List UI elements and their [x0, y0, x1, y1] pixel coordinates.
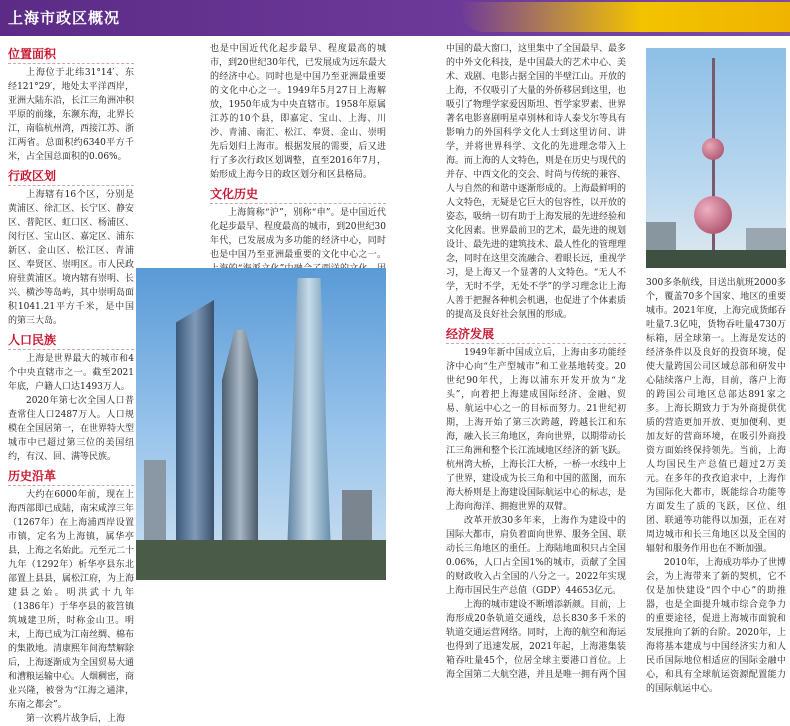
paragraph-history-continued: 也是中国近代化起步最早、程度最高的城市，到20世纪30年代，已发展成为远东最大的经济中心。同时也是中国乃至亚洲最重要的文化中心之一。1949年5月27日上海解放，1950年成为中央直辖市。1958年原属江苏的10个县，即嘉定、宝山、上海、川沙、青浦、南汇、松江、奉贤、金山、崇明先后划归上海市。根据发展的需要，后又进行了多次行政区划调整，直至2016年7月，始形成上海今日的政区划分和区县格局。: [210, 44, 386, 180]
tv-tower-photo: [646, 48, 786, 268]
tower-sphere: [702, 138, 724, 160]
section-heading-admin: 行政区划: [8, 168, 134, 186]
paragraph-right: 300多条航线，目送出航班2000多个，覆盖70多个国家、地区的重要城市。2021年度，上海完成货邮吞吐量7.3亿吨，货物吞吐量4730万标箱，居全球第一。上海是发达的经济条件以及良好的投资环境，促使大量跨国公司区域总部和研发中心陆续落户上海，目前，落户上海的跨国公司地区总部达891家之多。上海长期致力于为外商提供优质的营造更加开放、更加便利、更加友好的营商环境，在吸引外商投资方面始终保持领先。当前，上海人均国民生产总值已超过2万美元。在多年的孜孜追求中，上海作为国际化大都市，既能综合功能等方面发生了质的飞跃，区位、组团、联通等功能得以加强，正在对周边城市和长三角地区以及全国的辐射和服务作用也在不断加强。: [646, 278, 786, 554]
paragraph-population-2: 2020年第七次全国人口普查常住人口2487万人。人口规模在全国居第一，在世界特大型城市中已超过第三位的美国纽约，有汉、回、满等民族。: [8, 396, 135, 462]
paragraph-history-2: 第一次鸦片战争后，上海: [26, 714, 126, 724]
paragraph-culture: 上海简称“沪”，别称“申”。是中国近代化起步最早、程度最高的城市，到20世纪30年代，已发展成为多功能的经济中心，同时也是中国乃至亚洲最重要的文化中心之一。: [210, 208, 386, 260]
column-4: [646, 276, 786, 694]
paragraph-economy-2: 改革开放30多年来，上海作为建设中的国际大都市，肩负着面向世界、服务全国、联动长三角地区的重任。上海陆地面积只占全国0.06%，人口占全国1%的城市，贡献了全国的财政收入占全国的八分之一。2022年实现上海市国民生产总值（GDP）44653亿元。: [446, 516, 627, 596]
paragraph-right-2: 2010年，上海成功举办了世博会，为上海带来了新的契机，它不仅是加快建设“四个中心”的助推器，也是全面提升城市综合竞争力的重要途径，促进上海城市面貌和发展推向了新的台阶。2020年，上海将基本建成与中国经济实力和人民币国际地位相适应的国际金融中心，和具有全球航运资源配置能力的国际航运中心。: [646, 558, 786, 694]
section-heading-location: 位置面积: [8, 46, 134, 64]
tower-sphere: [694, 196, 732, 234]
paragraph-culture-continued: 中国的最大窗口，这里集中了全国最早、最多的中外文化科技，是中国最大的艺术中心、美术、戏剧、电影占据全国的半壁江山。开放的上海，不仅吸引了大量的外侨移居到这里，也吸引了物理学家爱因斯坦、哲学家罗素、世界著名电影喜剧明星卓别林和诗人泰戈尔等具有影响力的外国科学文化人士到这里访问、讲学，并将世界科学、文化的先进理念带入上海。而上海的人文特色，则是在历史与现代的并存、中西文化的交会、时尚与传统的兼容、人与自然的和谐中逐渐形成的。上海最鲜明的人文特色，无疑是它巨大的包容性，以开放的姿态，吸纳一切有助于上海发展的先进经验和文化因素。世界最前卫的艺术，最先进的规划设计、最先进的建筑技术、最人性化的管理理念，同时在这里交流融合、着眼长远，重视学习，是上海又一个显著的人文特色。“无人不学，无时不学，无处不学”的学习理念让上海人善于把握各种机会机遇，也促进了个体素质的提高及良好社会氛围的形成。: [446, 44, 627, 320]
ground-strip: [646, 250, 786, 268]
ground-strip: [136, 540, 386, 580]
building-shape: [176, 300, 214, 580]
paragraph-economy-3: 上海的城市建设不断增添新颜。目前，上海形成20条轨道交通线，总长830多千米的轨道交通运营网络。同时，上海的航空和海运也得到了迅速发展，2021年起，上海港集装箱吞吐量45个，位居全球主要港口首位。上海全国第二大航空港，并且是唯一拥有两个国: [446, 600, 627, 680]
section-heading-population: 人口民族: [8, 332, 134, 350]
header-bar: [0, 0, 790, 36]
column-2: [210, 42, 386, 266]
paragraph-economy-1: 1949年新中国成立后，上海由多功能经济中心向“生产型城市”和工业基地转变。20世纪90年代，上海以浦东开发开放为“龙头”，向着把上海建成国际经济、金融、贸易、航运中心之一的目标而努力。21世纪初期，上海开始了第三次跨越，跨越长江和东海，融入长三角地区，奔向世界，以期带动长江三角洲和整个长江流域地区经济的新飞跃。杭州湾大桥，上海长江大桥，一桥一水线中上了世界，建设成为长三角和中国的蓝图，而东海大桥则是上海建设国际航运中心的标志，是上海向海洋、拥抱世界的双臂。: [446, 348, 627, 512]
header-accent-band: [460, 2, 790, 32]
section-heading-history: 历史沿革: [8, 468, 134, 486]
paragraph-history-1: 大约在6000年前，现在上海西部即已成陆，南宋咸淳三年（1267年）在上海浦西岸设置市镇，定名为上海镇，属华亭县，上海之名始此。元至元二十九年（1292年）析华亭县东北部置上县县，属松江府，为上海建县之始。明洪武十九年（1386年）于华亭县的筱筥镇筑城建卫所，时称金山卫。明末，上海已成为江南丝绸、棉布的集散地。清康熙年间海禁解除后，上海逐渐成为全国贸易大通和漕粮运输中心。人烟稠密，商业兴隆，被誉为“江海之通津，东南之都会”。: [8, 490, 135, 710]
page-title: 上海市政区概况: [8, 9, 121, 27]
skyscrapers-photo: [136, 268, 386, 580]
paragraph-location: 上海位于北纬31°14′、东经121°29′，地处太平洋西岸，亚洲大陆东沿，长江三角洲冲积平原的前缘，东濒东海，北界长江，南临杭州湾，西接江苏、浙江两省。总面积约6340平方千米，占全国总面积的0.06%。: [8, 68, 135, 162]
section-heading-economy: 经济发展: [446, 326, 626, 344]
tower-spire: [712, 58, 715, 268]
paragraph-admin: 上海辖有16个区，分别是黄浦区、徐汇区、长宁区、静安区、普陀区、虹口区、杨浦区、闵行区、宝山区、嘉定区、浦东新区、金山区、松江区、青浦区、奉贤区、崇明区。市人民政府驻黄浦区。境内辖有崇明、长兴、横沙等岛屿，其中崇明岛面积1041.21平方千米，是中国的第三大岛。: [8, 190, 135, 326]
paragraph-population-1: 上海是世界最大的城市和4个中央直辖市之一。截至2021年底，户籍人口达1493万人。: [8, 354, 134, 392]
column-1: [8, 42, 135, 724]
column-3: [446, 42, 627, 680]
section-heading-culture: 文化历史: [210, 186, 386, 204]
